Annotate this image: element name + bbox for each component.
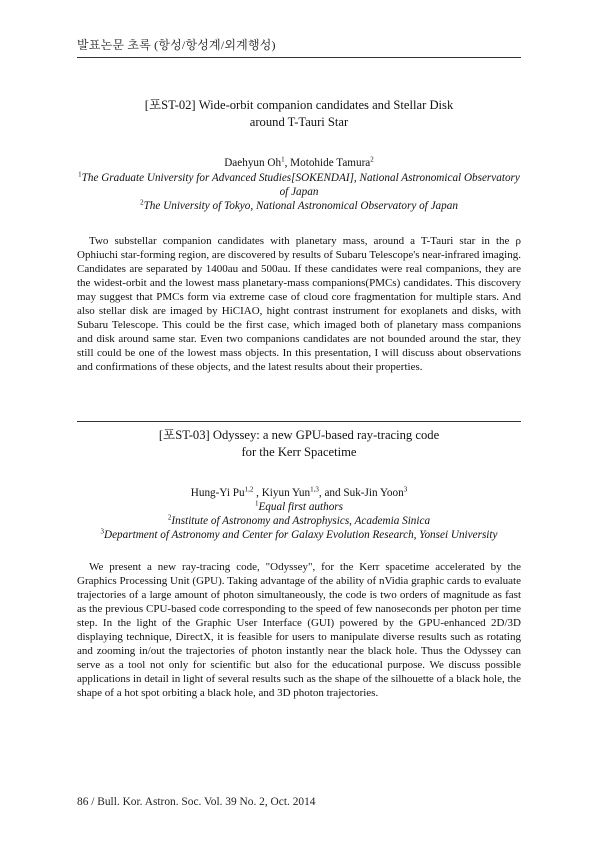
affiliation-text: Institute of Astronomy and Astrophysics, Academia Sinica xyxy=(171,515,431,527)
affiliation-sup: 2 xyxy=(140,198,144,207)
abstract-code: [포ST-02] xyxy=(144,98,196,112)
author-name: Motohide Tamura xyxy=(290,157,371,169)
affiliation-sup: 3 xyxy=(100,527,104,536)
header-rule xyxy=(77,57,521,58)
author-name: Kiyun Yun xyxy=(261,487,311,499)
section-divider xyxy=(77,421,521,422)
affiliation xyxy=(77,528,521,542)
affiliation-sup: 2 xyxy=(167,513,172,522)
author-affil-sup: 1,2 xyxy=(244,485,254,494)
author-affil-sup: 1,3 xyxy=(310,485,319,494)
author-list: Daehyun Oh$^1$, Motohide Tamura$^2$ xyxy=(224,155,374,169)
author-affil-sup: 2 xyxy=(370,155,374,164)
page-footer-citation: 86 / Bull. Kor. Astron. Soc. Vol. 39 No. 2, Oct. 2014 xyxy=(77,796,316,808)
abstract-title-line2: around T-Tauri Star xyxy=(249,115,349,129)
affiliation-sup: 1 xyxy=(254,499,259,508)
affiliation-text: Equal first authors xyxy=(258,501,344,513)
abstract-title xyxy=(77,97,521,131)
author-name: Suk-Jin Yoon xyxy=(343,487,404,499)
abstract-title-line1: Wide-orbit companion candidates and Stellar Disk xyxy=(198,98,454,112)
affiliation xyxy=(77,171,521,199)
running-header: 발표논문 초록 (항성/항성계/외계행성) xyxy=(77,38,276,52)
abstract-body: Two substellar companion candidates with planetary mass, around a T-Tauri star in the ρ Ophiuchi star-forming region, are discovered by results of Subaru Telescope's near-infrared imaging. Candidates are separated by 1400au and 500au. If these candidates were real companions, they are the widest-orbit and the lowest mass planetary-mass companions(PMCs) candidates. This discovery may suggest that PMCs form via extreme case of cloud core fragmentation for multiple stars. And also stellar disk are imaged by HiCIAO, hight contrast instrument for exoplanets and disks, with Subaru Telescope. This could be the first case, which imaged both of planetary mass companions and disk around same star. Even two companions candidates are not bounded around the star, they still could be one of the lowest mass objects. In this presentation, I will discuss about observations and confirmations of these objects, and the latest results about their properties. xyxy=(77,235,521,373)
abstract-title-line1: Odyssey: a new GPU-based ray-tracing code xyxy=(212,428,440,442)
affiliation-sup: 1 xyxy=(78,170,82,179)
author-affil-sup: 1 xyxy=(281,155,285,164)
affiliation-text: The Graduate University for Advanced Studies[SOKENDAI], National Astronomical Observatory of Japan xyxy=(81,172,520,198)
author-name: Hung-Yi Pu xyxy=(190,487,245,499)
affiliation xyxy=(77,514,521,528)
author-name: Daehyun Oh xyxy=(224,157,282,169)
affiliation xyxy=(77,199,521,213)
abstract-title xyxy=(77,427,521,461)
abstract-st02 xyxy=(77,97,521,374)
abstract-title-line2: for the Kerr Spacetime xyxy=(241,445,357,459)
affiliation xyxy=(77,500,521,514)
author-list: Hung-Yi Pu$^{1,2}$ , Kiyun Yun$^{1,3}$, and Suk-Jin Yoon$^3$ xyxy=(190,485,408,499)
abstract-body: We present a new ray-tracing code, "Odyssey", for the Kerr spacetime accelerated by the Graphics Processing Unit (GPU). Taking advantage of the ability of nVidia graphic cards to evaluate trajectories of a large amount of photon simultaneously, the code is two orders of magnitude as fast as the previous CPU-based code corresponding to the speed of few nanoseconds per photon per time step. In the light of the Graphic User Interface (GUI) powered by the GPU-enhanced 2D/3D displaying technique, DirectX, it is feasible for users to manipulate diverse results such as rotating and zooming in/out the trajectories of photon instantly near the black hole. Thus the Odyssey can serve as a tool not only for scientific but also for the educational purpose. We discuss possible applications in detail in light of several results such as the shape of the silhouette of a black hole, the shape of a hot spot orbiting a black hole, and 3D photon trajectories. xyxy=(77,561,521,699)
author-affil-sup: 3 xyxy=(403,485,408,494)
affiliation-text: Department of Astronomy and Center for Galaxy Evolution Research, Yonsei University xyxy=(104,529,498,541)
abstract-st03 xyxy=(77,427,521,700)
affiliation-text: The University of Tokyo, National Astronomical Observatory of Japan xyxy=(143,200,458,212)
abstract-code: [포ST-03] xyxy=(158,428,210,442)
